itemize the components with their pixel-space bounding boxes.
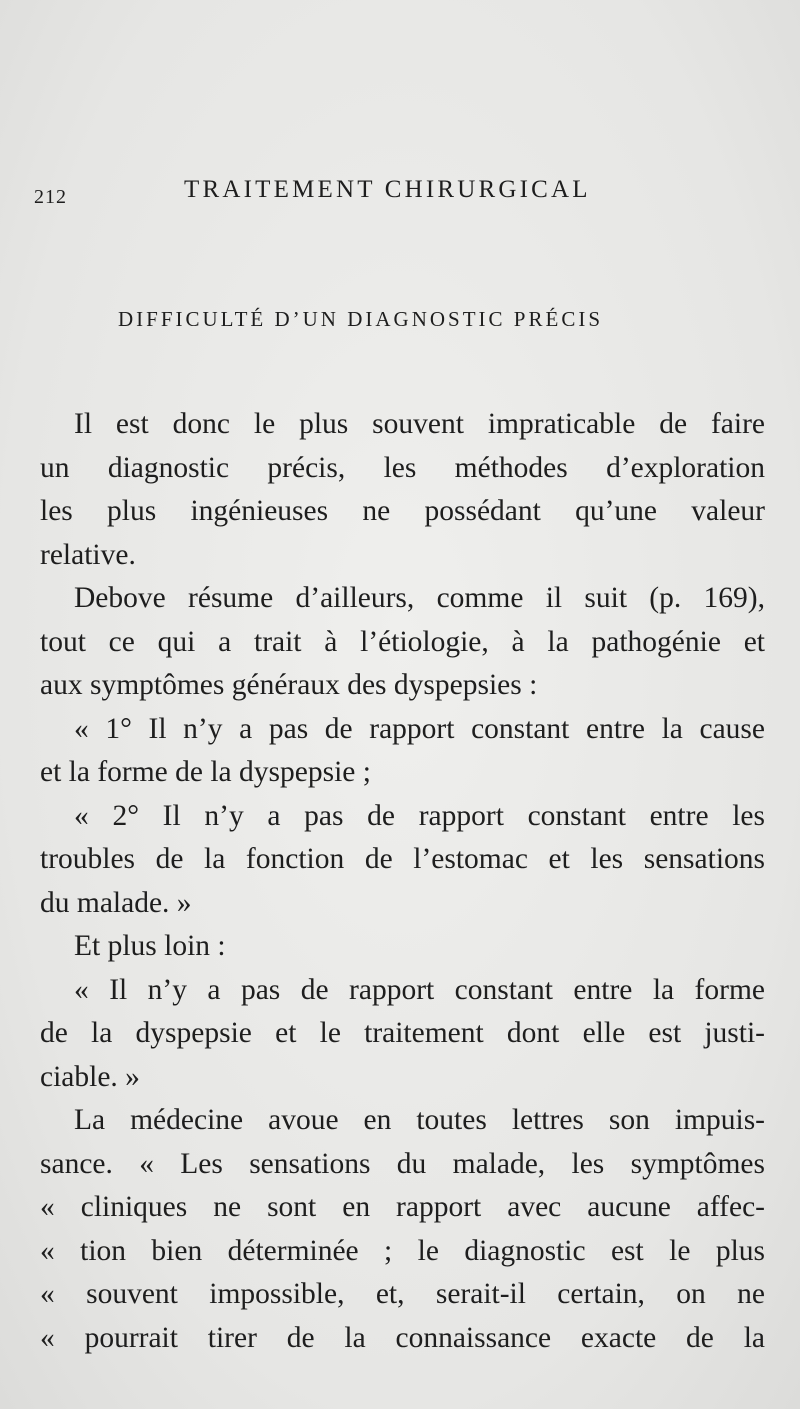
text-line: « Il n’y a pas de rapport constant entre la forme bbox=[74, 973, 765, 1006]
text-line: tout ce qui a trait à l’étiologie, à la pathogénie et bbox=[40, 625, 765, 658]
text-line: ciable. » bbox=[40, 1060, 140, 1093]
section-title: DIFFICULTÉ D’UN DIAGNOSTIC PRÉCIS bbox=[118, 307, 603, 331]
text-line: Debove résume d’ailleurs, comme il suit (p. 169), bbox=[74, 582, 765, 614]
text-line: Il est donc le plus souvent impraticable de faire bbox=[74, 408, 765, 440]
text-line: et la forme de la dyspepsie ; bbox=[40, 756, 371, 788]
text-line: sance. « Les sensations du malade, les symptômes bbox=[40, 1147, 765, 1180]
text-line: « 2° Il n’y a pas de rapport constant entre les bbox=[74, 799, 765, 832]
text-line: « tion bien déterminée ; le diagnostic est le plus bbox=[40, 1234, 765, 1267]
text-line: un diagnostic précis, les méthodes d’exploration bbox=[40, 451, 765, 484]
body-text bbox=[40, 403, 765, 1360]
text-line: du malade. » bbox=[40, 886, 192, 919]
text-line: troubles de la fonction de l’estomac et les sensations bbox=[40, 843, 765, 875]
text-line: « pourrait tirer de la connaissance exacte de la bbox=[40, 1321, 765, 1354]
text-line: relative. bbox=[40, 538, 136, 571]
text-line: « souvent impossible, et, serait-il certain, on ne bbox=[40, 1278, 765, 1310]
running-title: TRAITEMENT CHIRURGICAL bbox=[184, 176, 591, 203]
text-line: « 1° Il n’y a pas de rapport constant entre la cause bbox=[74, 712, 765, 745]
text-line: La médecine avoue en toutes lettres son impuis- bbox=[74, 1104, 765, 1136]
text-line: Et plus loin : bbox=[74, 930, 226, 962]
text-line: de la dyspepsie et le traitement dont elle est justi- bbox=[40, 1017, 765, 1049]
text-line: les plus ingénieuses ne possédant qu’une valeur bbox=[40, 495, 765, 527]
text-line: aux symptômes généraux des dyspepsies : bbox=[40, 669, 538, 701]
page-number: 212 bbox=[34, 186, 67, 208]
text-line: « cliniques ne sont en rapport avec aucune affec- bbox=[40, 1191, 765, 1223]
